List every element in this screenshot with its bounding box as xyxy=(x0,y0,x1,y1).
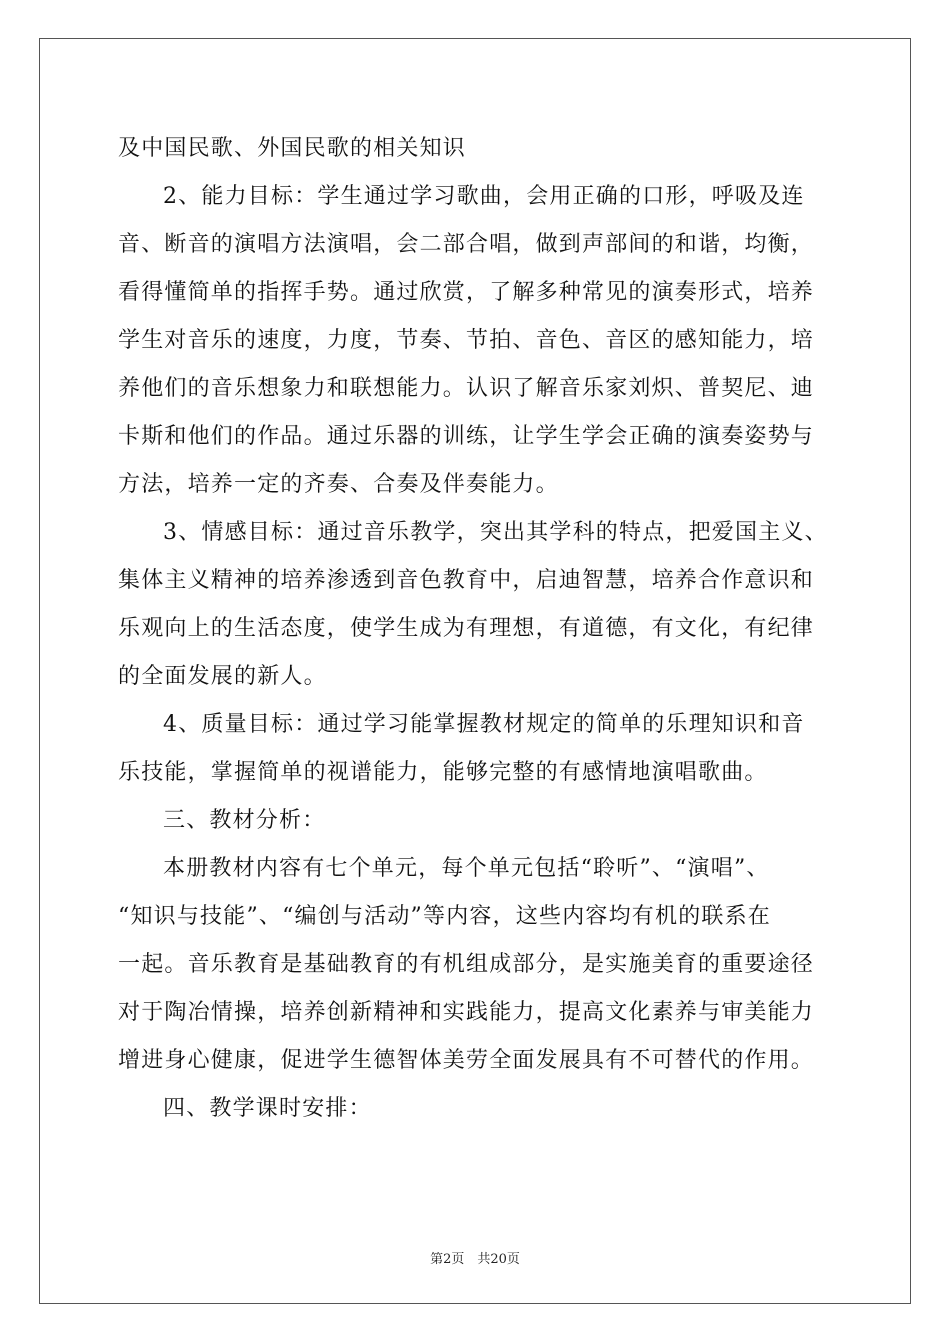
paragraph-quality-goal: 4、质量目标：通过学习能掌握教材规定的简单的乐理知识和音 xyxy=(163,712,805,737)
paragraph-ability-goal: 2、能力目标：学生通过学习歌曲，会用正确的口形，呼吸及连 xyxy=(163,184,805,209)
text-line: 音、断音的演唱方法演唱，会二部合唱，做到声部间的和谐，均衡， xyxy=(118,232,815,257)
text-line: 乐技能，掌握简单的视谱能力，能够完整的有感情地演唱歌曲。 xyxy=(118,760,768,785)
text-line: 及中国民歌、外国民歌的相关知识 xyxy=(118,136,467,161)
text-line: 卡斯和他们的作品。通过乐器的训练，让学生学会正确的演奏姿势与 xyxy=(118,424,815,449)
text-line: 方法，培养一定的齐奏、合奏及伴奏能力。 xyxy=(118,472,559,497)
section-heading-textbook-analysis: 三、教材分析： xyxy=(163,808,326,833)
text-line: 乐观向上的生活态度，使学生成为有理想，有道德，有文化，有纪律 xyxy=(118,616,815,641)
page-number: 第2页 共20页 xyxy=(430,1252,520,1267)
text-line: 对于陶冶情操，培养创新精神和实践能力，提高文化素养与审美能力 xyxy=(118,1000,815,1025)
text-line: 增进身心健康，促进学生德智体美劳全面发展具有不可替代的作用。 xyxy=(118,1048,815,1073)
text-line: 学生对音乐的速度，力度，节奏、节拍、音色、音区的感知能力，培 xyxy=(118,328,815,353)
text-line: 一起。音乐教育是基础教育的有机组成部分，是实施美育的重要途径 xyxy=(118,952,815,977)
paragraph-textbook-content: 本册教材内容有七个单元，每个单元包括“聆听”、“演唱”、 xyxy=(163,856,770,881)
text-line: 集体主义精神的培养渗透到音色教育中，启迪智慧，培养合作意识和 xyxy=(118,568,815,593)
text-line: 看得懂简单的指挥手势。通过欣赏，了解多种常见的演奏形式，培养 xyxy=(118,280,815,305)
document-body xyxy=(118,125,838,1133)
section-heading-schedule: 四、教学课时安排： xyxy=(163,1096,372,1121)
paragraph-emotion-goal: 3、情感目标：通过音乐教学，突出其学科的特点，把爱国主义、 xyxy=(163,520,828,545)
text-line: 养他们的音乐想象力和联想能力。认识了解音乐家刘炽、普契尼、迪 xyxy=(118,376,815,401)
text-line: “知识与技能”、“编创与活动”等内容，这些内容均有机的联系在 xyxy=(118,904,771,929)
text-line: 的全面发展的新人。 xyxy=(118,664,327,689)
